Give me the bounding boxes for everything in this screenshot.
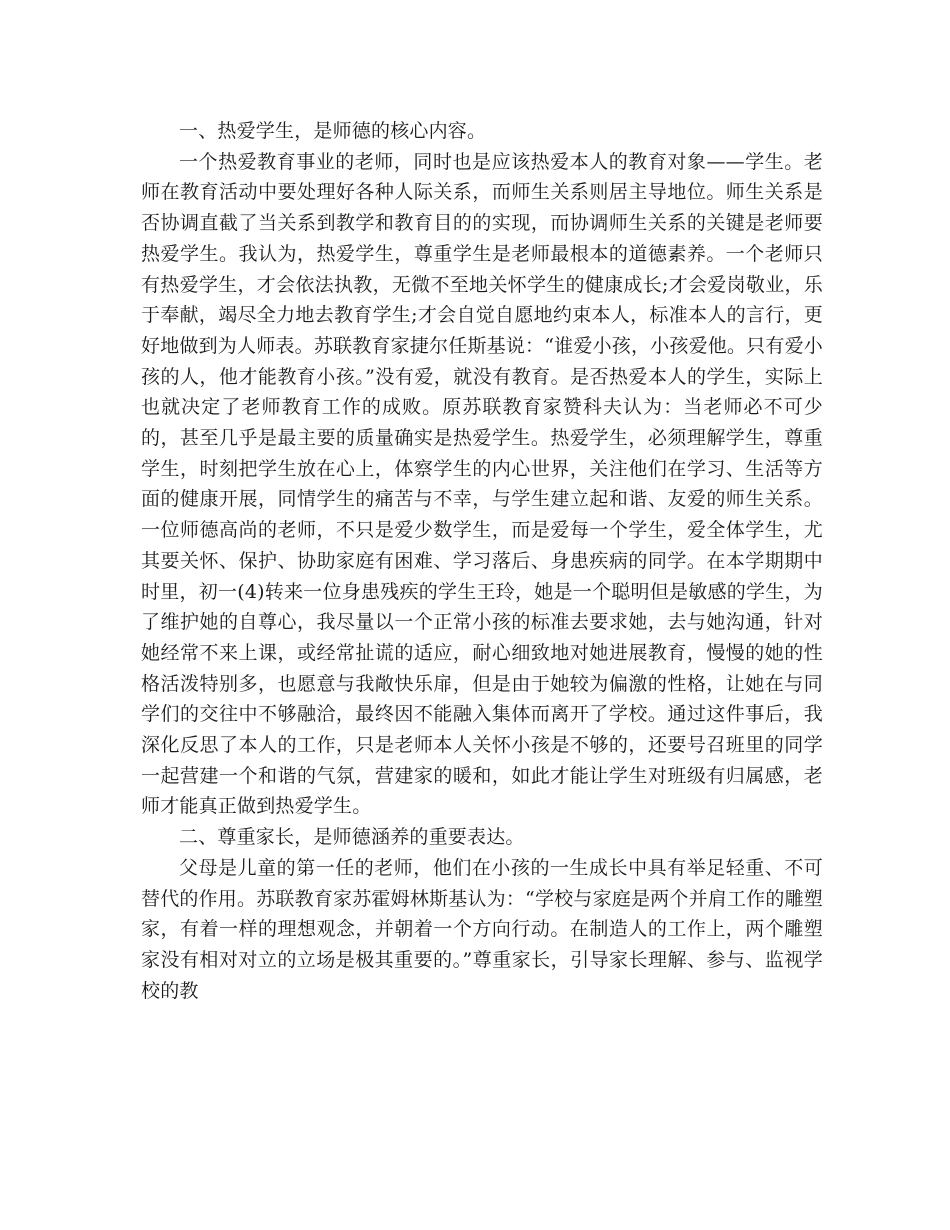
section-heading-2: 二、尊重家长，是师德涵养的重要表达。 <box>179 826 525 849</box>
body-paragraph-1: 一个热爱教育事业的老师，同时也是应该热爱本人的教育对象——学生。老师在教育活动中要处理好各种人际关系，而师生关系则居主导地位。师生关系是否协调直截了当关系到教学和教育目的的实现，而协调师生关系的关键是老师要热爱学生。我认为，热爱学生，尊重学生是老师最根本的道德素养。一个老师只有热爱学生，才会依法执教，无微不至地关怀学生的健康成长;才会爱岗敬业，乐于奉献，竭尽全力地去教育学生;才会自觉自愿地约束本人，标准本人的言行，更好地做到为人师表。苏联教育家捷尔任斯基说：“谁爱小孩，小孩爱他。只有爱小孩的人，他才能教育小孩。”没有爱，就没有教育。是否热爱本人的学生，实际上也就决定了老师教育工作的成败。原苏联教育家赞科夫认为：当老师必不可少的，甚至几乎是最主要的质量确实是热爱学生。热爱学生，必须理解学生，尊重学生，时刻把学生放在心上，体察学生的内心世界，关注他们在学习、生活等方面的健康开展，同情学生的痛苦与不幸，与学生建立起和谐、友爱的师生关系。一位师德高尚的老师，不只是爱少数学生，而是爱每一个学生，爱全体学生，尤其要关怀、保护、协助家庭有困难、学习落后、身患疾病的同学。在本学期期中时里，初一(4)转来一位身患残疾的学生王玲，她是一个聪明但是敏感的学生，为了维护她的自尊心，我尽量以一个正常小孩的标准去要求她，去与她沟通，针对她经常不来上课，或经常扯谎的适应，耐心细致地对她进展教育，慢慢的她的性格活泼特别多，也愿意与我敞快乐扉，但是由于她较为偏激的性格，让她在与同学们的交往中不够融洽，最终因不能融入集体而离开了学校。通过这件事后，我深化反思了本人的工作，只是老师本人关怀小孩是不够的，还要号召班里的同学一起营建一个和谐的气氛，营建家的暖和，如此才能让学生对班级有归属感，老师才能真正做到热爱学生。 <box>141 150 823 818</box>
body-paragraph-2: 父母是儿童的第一任的老师，他们在小孩的一生成长中具有举足轻重、不可替代的作用。苏联教育家苏霍姆林斯基认为：“学校与家庭是两个并肩工作的雕塑家，有着一样的理想观念，并朝着一个方向行动。在制造人的工作上，两个雕塑家没有相对对立的立场是极其重要的。”尊重家长，引导家长理解、参与、监视学校的教 <box>141 856 823 1002</box>
section-heading-1: 一、热爱学生，是师德的核心内容。 <box>179 120 487 142</box>
document-body <box>141 116 823 1006</box>
